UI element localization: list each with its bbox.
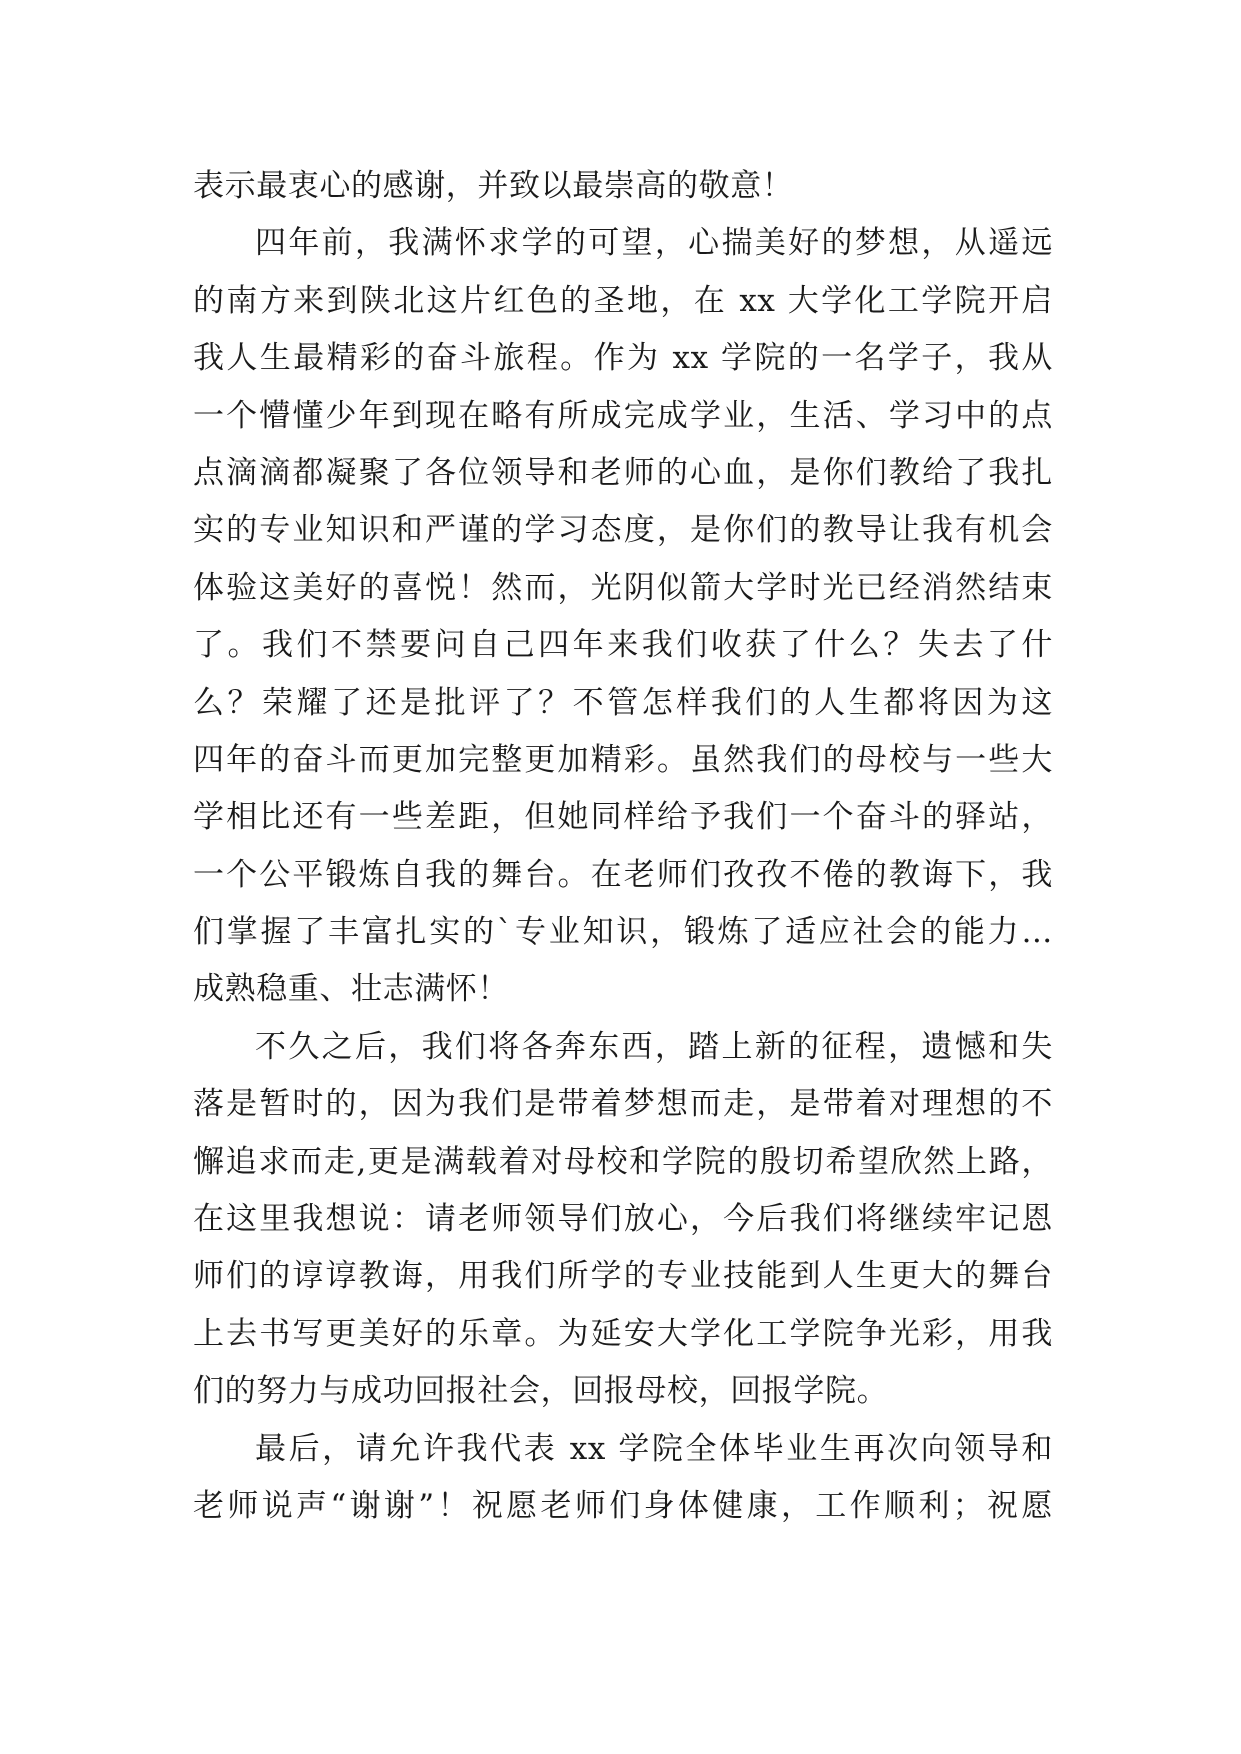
text-line: 实的专业知识和严谨的学习态度，是你们的教导让我有机会 — [193, 512, 1053, 549]
text-line: 不久之后，我们将各奔东西，踏上新的征程，遗憾和失 — [255, 1028, 1053, 1065]
text-line: 老师说声“谢谢”！祝愿老师们身体健康，工作顺利；祝愿 — [193, 1487, 1053, 1524]
document-body — [193, 158, 1053, 1535]
text-line: 我人生最精彩的奋斗旅程。作为 xx 学院的一名学子，我从 — [193, 340, 1053, 377]
text-line: 在这里我想说：请老师领导们放心，今后我们将继续牢记恩 — [193, 1201, 1053, 1238]
text-line: 最后，请允许我代表 xx 学院全体毕业生再次向领导和 — [255, 1430, 1053, 1467]
text-line: 一个懵懂少年到现在略有所成完成学业，生活、学习中的点 — [193, 397, 1053, 434]
text-line: 表示最衷心的感谢，并致以最崇高的敬意！ — [193, 168, 794, 204]
text-line: 体验这美好的喜悦！然而，光阴似箭大学时光已经消然结束 — [193, 569, 1053, 606]
text-line: 了。我们不禁要问自己四年来我们收获了什么？失去了什 — [193, 627, 1053, 664]
text-line: 们的努力与成功回报社会，回报母校，回报学院。 — [193, 1373, 889, 1410]
text-line: 四年前，我满怀求学的可望，心揣美好的梦想，从遥远 — [255, 225, 1053, 262]
text-line: 们掌握了丰富扎实的`专业知识，锻炼了适应社会的能力… — [193, 914, 1053, 951]
text-line: 落是暂时的，因为我们是带着梦想而走，是带着对理想的不 — [193, 1086, 1053, 1123]
text-line: 学相比还有一些差距，但她同样给予我们一个奋斗的驿站， — [193, 799, 1053, 836]
text-line: 四年的奋斗而更加完整更加精彩。虽然我们的母校与一些大 — [193, 741, 1053, 778]
text-line: 点滴滴都凝聚了各位领导和老师的心血，是你们教给了我扎 — [193, 454, 1053, 491]
text-line: 上去书写更美好的乐章。为延安大学化工学院争光彩，用我 — [193, 1315, 1053, 1352]
text-line: 成熟稳重、壮志满怀！ — [193, 971, 509, 1008]
text-line: 懈追求而走,更是满载着对母校和学院的殷切希望欣然上路， — [193, 1143, 1053, 1180]
text-line: 师们的谆谆教诲，用我们所学的专业技能到人生更大的舞台 — [193, 1258, 1053, 1295]
text-line: 的南方来到陕北这片红色的圣地，在 xx 大学化工学院开启 — [193, 282, 1053, 319]
text-line: 一个公平锻炼自我的舞台。在老师们孜孜不倦的教诲下，我 — [193, 856, 1053, 893]
text-line: 么？荣耀了还是批评了？不管怎样我们的人生都将因为这 — [193, 684, 1053, 721]
